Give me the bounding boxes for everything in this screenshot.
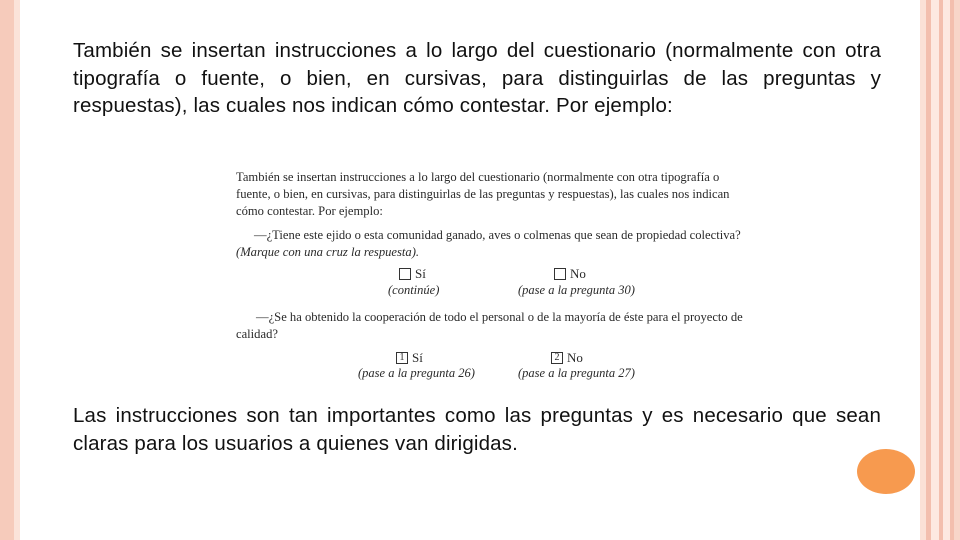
- example-question-1-instruction: (Marque con una cruz la respuesta).: [236, 245, 420, 259]
- q2-option-no: 2 No: [551, 350, 583, 366]
- q2-option-yes-note: (pase a la pregunta 26): [358, 366, 475, 380]
- right-stripe-decoration: [920, 0, 960, 540]
- left-border-decoration: [0, 0, 14, 540]
- example-question-2: —¿Se ha obtenido la cooperación de todo el personal o de la mayoría de éste para el proyecto de: [256, 310, 743, 324]
- outro-paragraph: Las instrucciones son tan importantes como las preguntas y es necesario que sean claras para los usuarios a quienes van dirigidas.: [73, 404, 881, 455]
- q1-option-no: No: [554, 266, 586, 282]
- numbered-box-2: 2: [551, 352, 563, 364]
- orange-circle-decoration: [857, 449, 915, 494]
- left-border-inner-decoration: [14, 0, 20, 540]
- example-question-2-cont: calidad?: [236, 327, 278, 341]
- q1-option-yes: Sí: [399, 266, 426, 282]
- intro-paragraph: También se insertan instrucciones a lo largo del cuestionario (normalmente con otra tipografía o fuente, o bien, en cursivas, para distinguirlas de las preguntas y respuestas), las cuales nos indican cómo contestar. Por ejemplo:: [73, 39, 881, 117]
- example-line-3: cómo contestar. Por ejemplo:: [236, 204, 383, 218]
- checkbox-icon: [399, 268, 411, 280]
- q2-option-yes: 1 Sí: [396, 350, 423, 366]
- q1-option-yes-note: (continúe): [388, 283, 440, 297]
- example-question-1: —¿Tiene este ejido o esta comunidad ganado, aves o colmenas que sean de propiedad colectiva?: [254, 228, 741, 242]
- q1-option-no-note: (pase a la pregunta 30): [518, 283, 635, 297]
- example-line-2: fuente, o bien, en cursivas, para distinguirlas de las preguntas y respuestas), las cuales nos indican: [236, 187, 730, 201]
- q2-option-no-note: (pase a la pregunta 27): [518, 366, 635, 380]
- questionnaire-example-image: [236, 164, 743, 386]
- numbered-box-1: 1: [396, 352, 408, 364]
- checkbox-icon: [554, 268, 566, 280]
- example-line-1: También se insertan instrucciones a lo largo del cuestionario (normalmente con otra tipografía o: [236, 170, 720, 184]
